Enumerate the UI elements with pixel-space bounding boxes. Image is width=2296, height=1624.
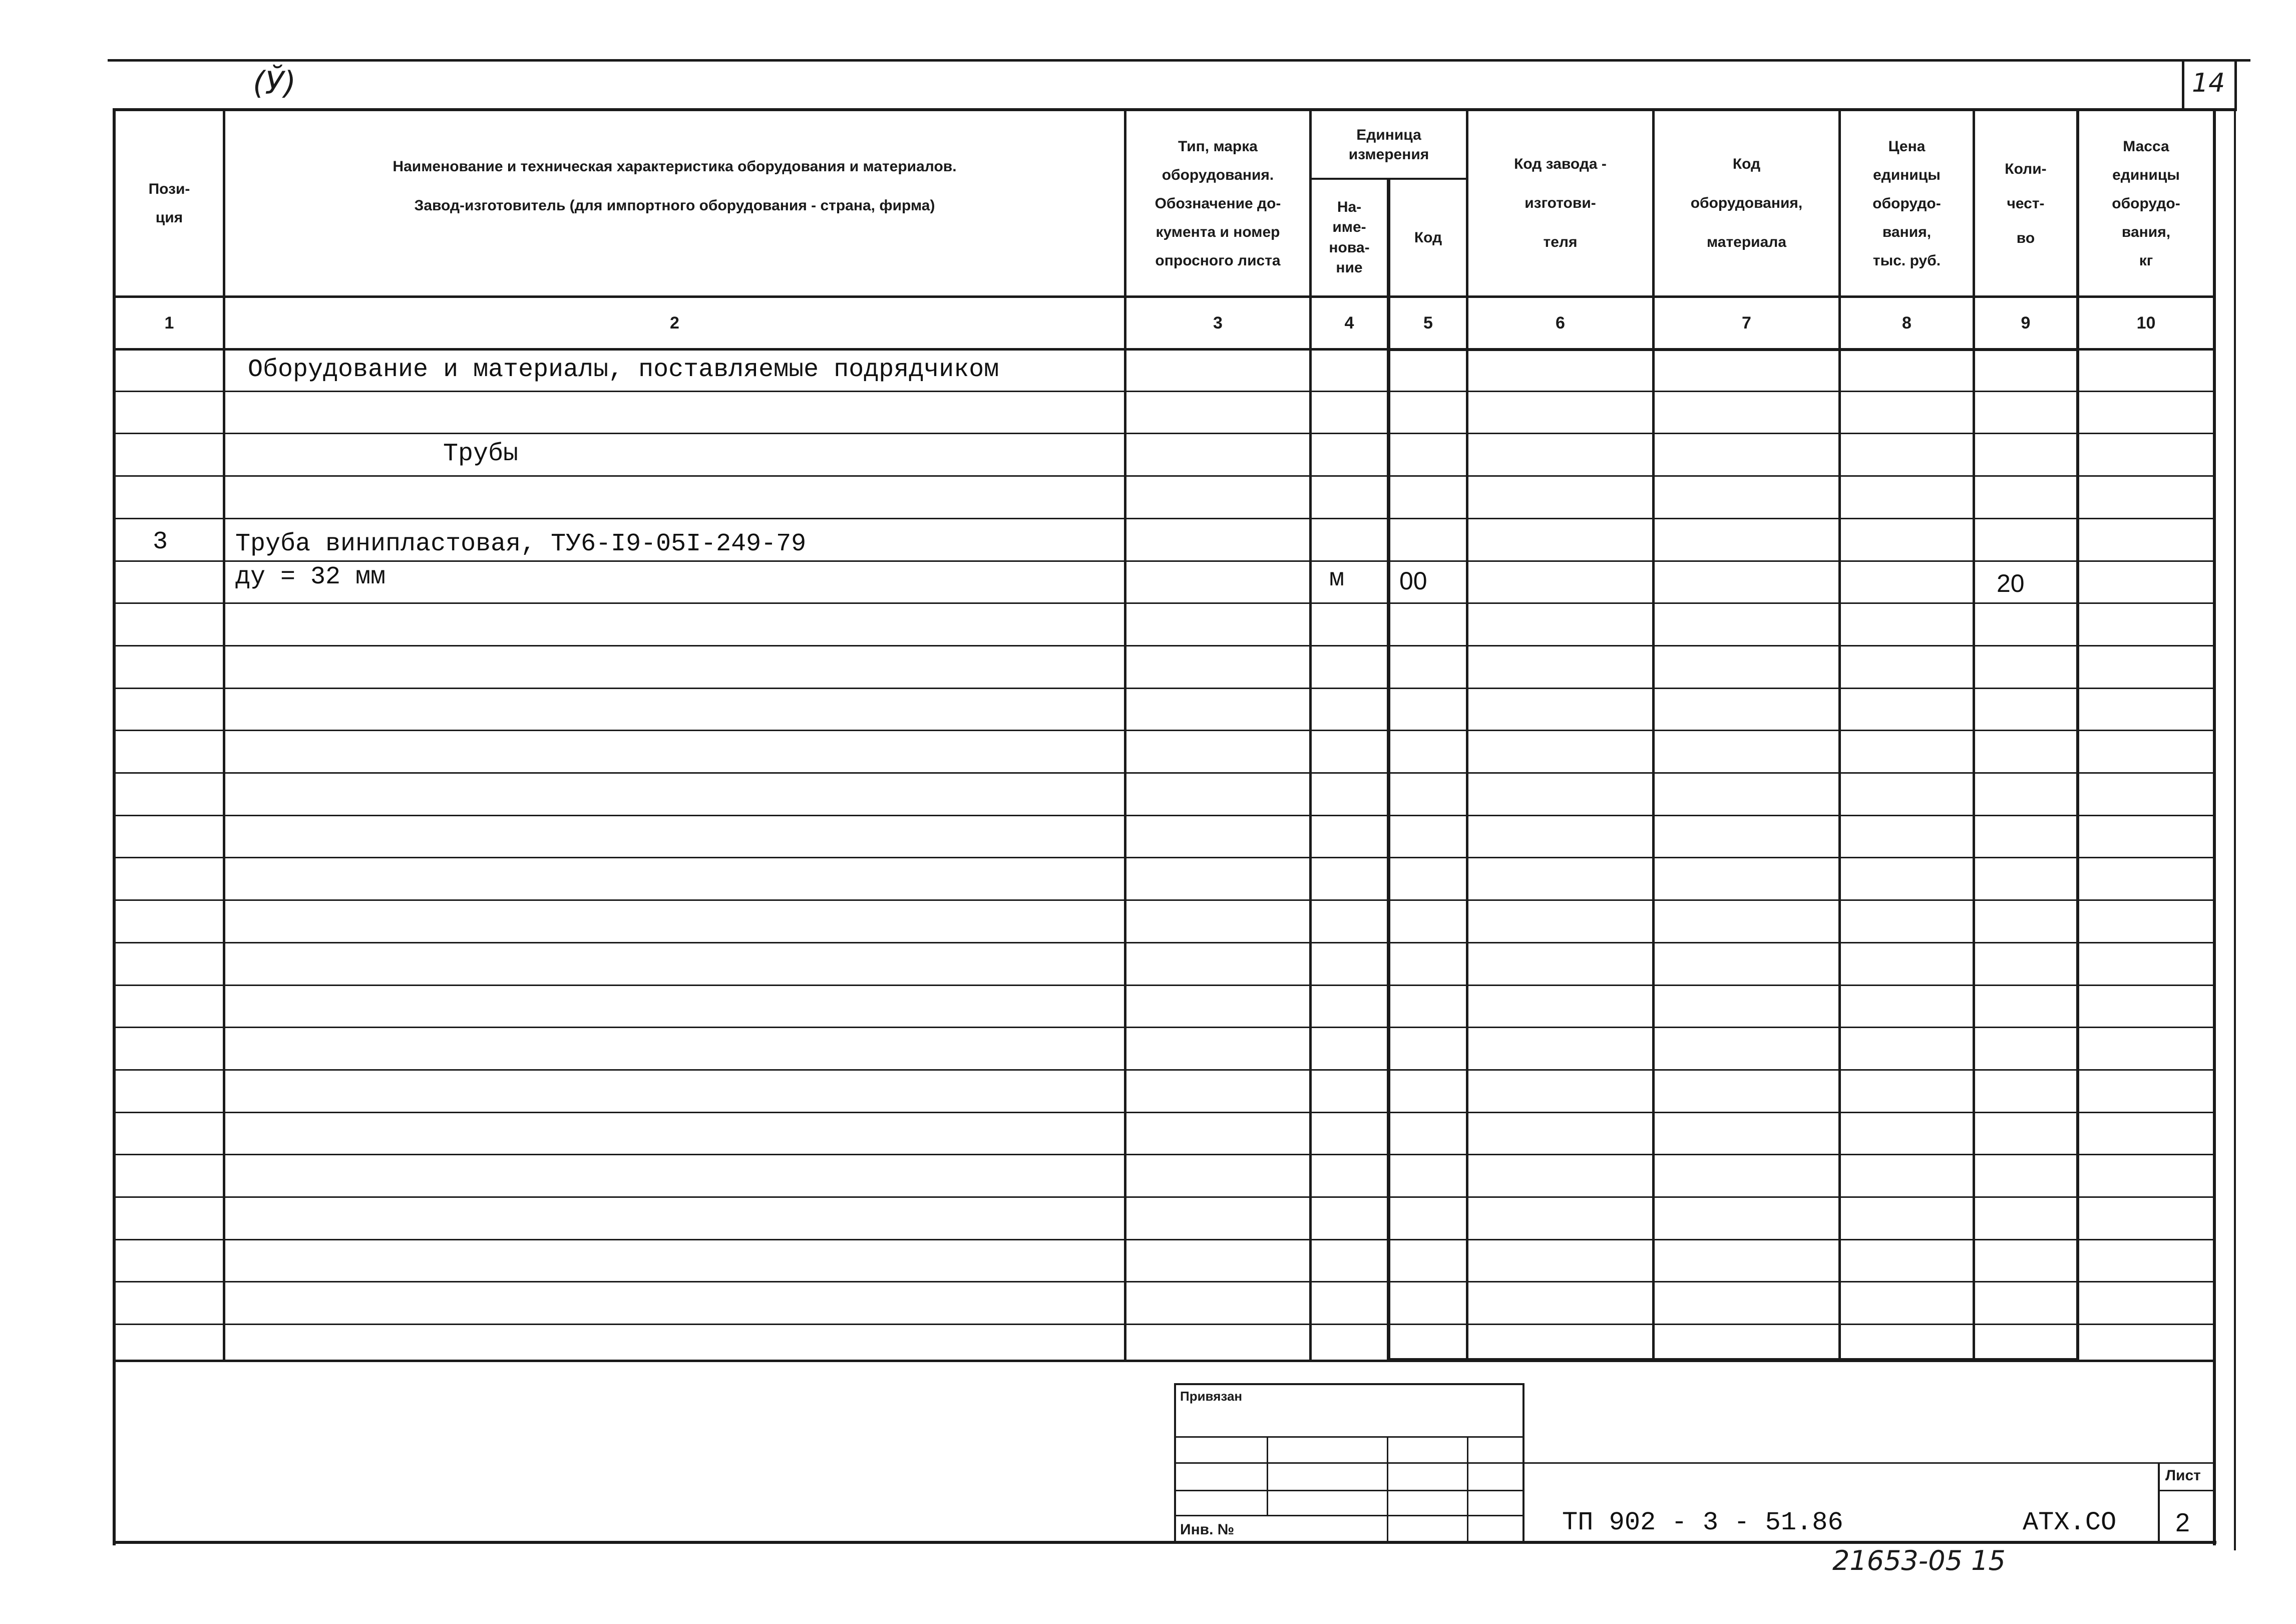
header-quantity: Коли- чест- во: [2005, 160, 2047, 246]
col-num-6: 6: [1556, 313, 1565, 333]
table-row: ду = 32 мм: [235, 563, 386, 591]
header-unit-group: Единица измерения: [1348, 126, 1429, 163]
page-number: 14: [2192, 68, 2225, 98]
document-code: АТХ.СО: [2023, 1508, 2117, 1537]
col-num-10: 10: [2136, 313, 2156, 333]
row-line: [113, 1324, 2215, 1325]
unit-code-cell: 00: [1399, 567, 1427, 595]
row-line: [113, 518, 2215, 519]
col-num-9: 9: [2021, 313, 2031, 333]
header-mass: Масса единицы оборудо- вания, кг: [2112, 138, 2180, 269]
row-line: [113, 475, 2215, 477]
col-num-8: 8: [1902, 313, 1911, 333]
row-line: [113, 1027, 2215, 1028]
row-line: [113, 602, 2215, 604]
row-line: [113, 1154, 2215, 1155]
header-price: Цена единицы оборудо- вания, тыс. руб.: [1872, 138, 1941, 269]
row-line: [113, 1069, 2215, 1071]
row-line: [113, 433, 2215, 434]
row-line: [113, 942, 2215, 943]
sheet-number: 2: [2175, 1508, 2190, 1537]
row-line: [113, 772, 2215, 774]
row-line: [113, 1196, 2215, 1198]
row-line: [113, 857, 2215, 858]
row-line: [113, 985, 2215, 986]
col-num-5: 5: [1423, 313, 1433, 333]
header-name: Наименование и техническая характеристика оборудования и материалов. Завод-изготовитель (для импортного оборудования - страна, фирма): [393, 158, 957, 214]
bottom-number: 21653-05 15: [1832, 1545, 2006, 1576]
quantity-cell: 20: [1997, 569, 2025, 597]
row-line: [113, 1239, 2215, 1240]
header-unit-code: Код: [1414, 229, 1442, 246]
col-num-4: 4: [1344, 313, 1354, 333]
table-row: Труба винипластовая, ТУ6-I9-05I-249-79: [235, 530, 807, 558]
inventory-label: Инв. №: [1180, 1521, 1235, 1538]
header-unit-name: На- име- нова- ние: [1329, 198, 1370, 276]
row-line: [113, 560, 2215, 562]
col-num-1: 1: [164, 313, 174, 333]
header-equipment-code: Код оборудования, материала: [1690, 156, 1803, 250]
row-line: [113, 899, 2215, 901]
header-type: Тип, марка оборудования. Обозначение до- кумента и номер опросного листа: [1155, 138, 1281, 269]
col-num-7: 7: [1742, 313, 1751, 333]
row-line: [113, 815, 2215, 816]
col-num-3: 3: [1213, 313, 1223, 333]
row-line: [113, 645, 2215, 646]
header-position: Пози- ция: [148, 181, 190, 226]
row-line: [113, 688, 2215, 689]
row-line: [113, 730, 2215, 731]
row-line: [113, 391, 2215, 392]
document-designation: ТП 902 - 3 - 51.86: [1562, 1508, 1843, 1537]
row-line: [113, 1112, 2215, 1113]
position-cell: 3: [153, 528, 168, 556]
col-num-2: 2: [670, 313, 679, 333]
row-line: [113, 1281, 2215, 1282]
header-factory-code: Код завода - изготови- теля: [1514, 156, 1607, 250]
sheet-label: Лист: [2165, 1467, 2201, 1484]
privyazan-label: Привязан: [1180, 1389, 1243, 1404]
table-row: Оборудование и материалы, поставляемые подрядчиком: [248, 356, 999, 384]
unit-name-cell: м: [1329, 565, 1345, 593]
top-mark: (Ў): [253, 65, 296, 101]
section-title: Трубы: [443, 440, 519, 468]
